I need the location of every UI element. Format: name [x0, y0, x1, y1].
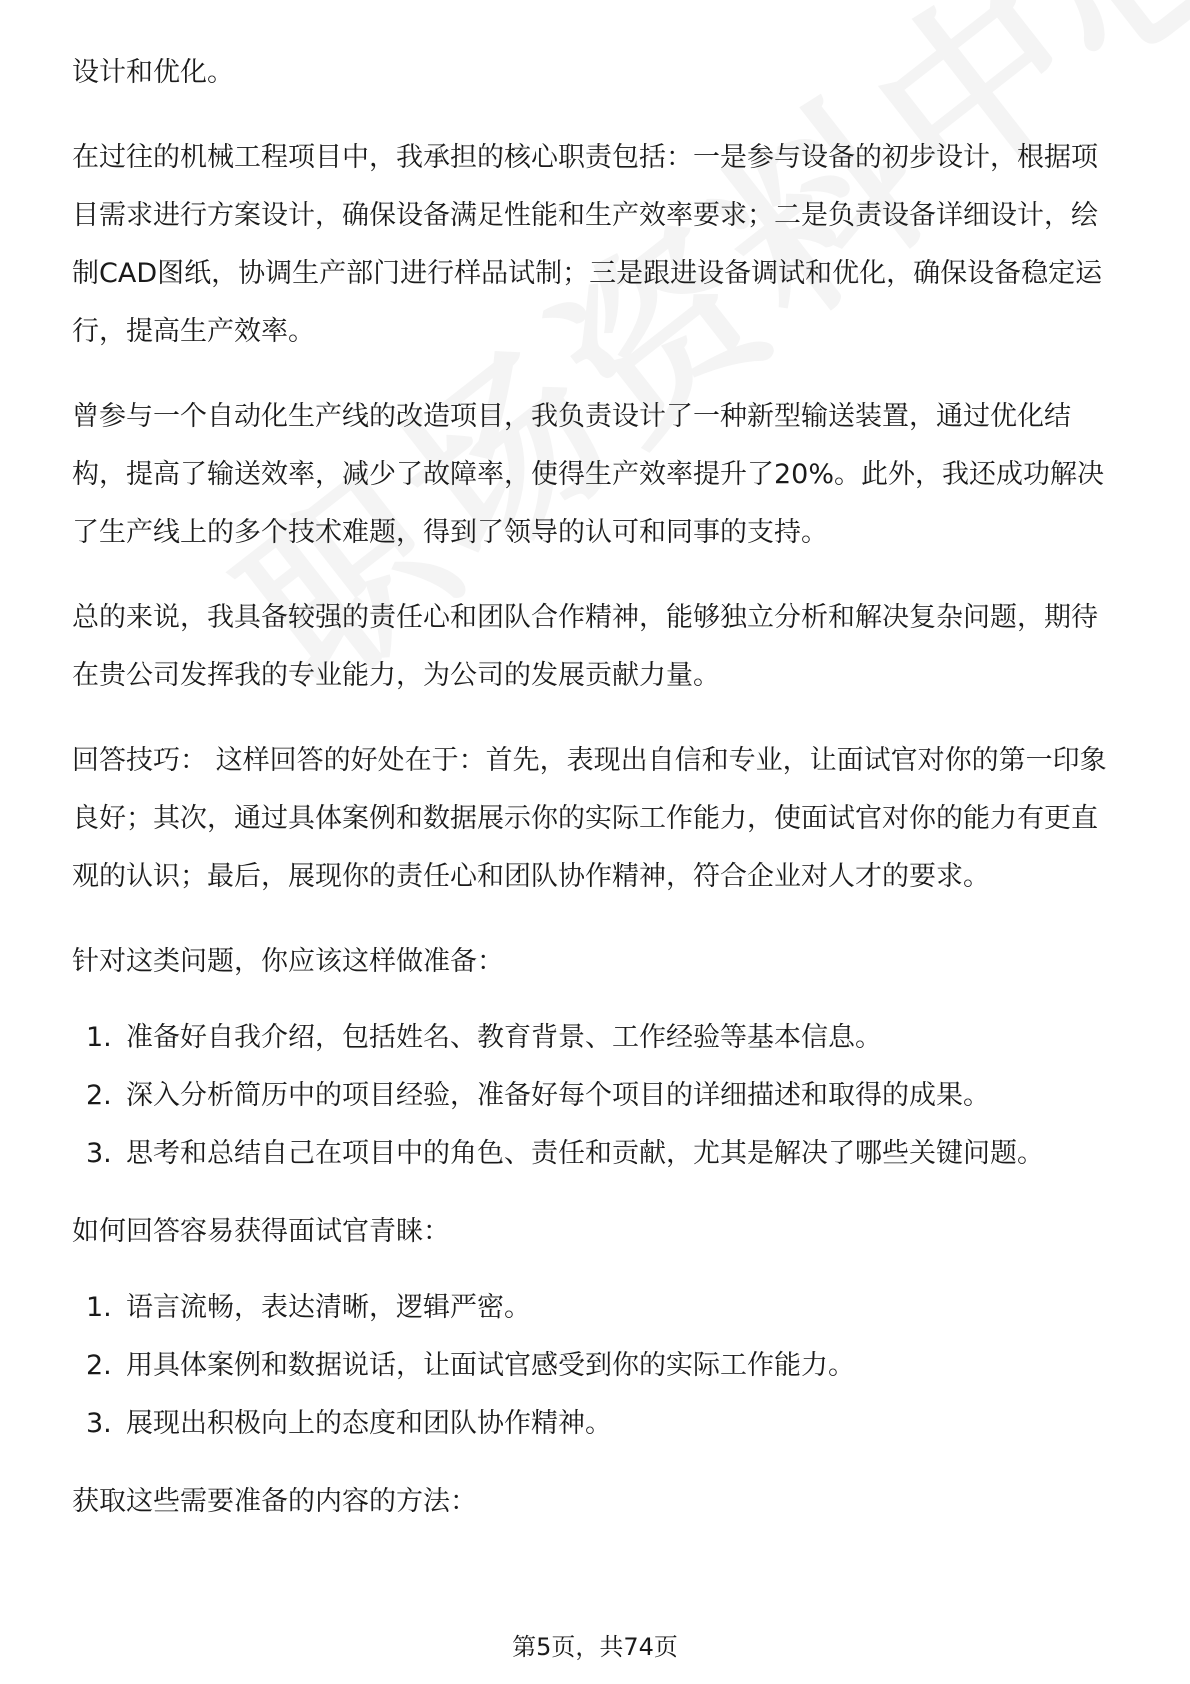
paragraph-answer-tips: 回答技巧： 这样回答的好处在于：首先，表现出自信和专业，让面试官对你的第一印象良好；其次，通过具体案例和数据展示你的实际工作能力，使面试官对你的能力有更直观的认识；最后，展现你的责任心和团队协作精神，符合企业对人才的要求。 — [72, 745, 1107, 892]
list-item — [72, 1337, 1122, 1395]
list-item — [72, 1279, 1122, 1337]
page-footer: 第5页，共74页 — [512, 1633, 678, 1661]
paragraph-project: 曾参与一个自动化生产线的改造项目，我负责设计了一种新型输送装置，通过优化结构，提高了输送效率，减少了故障率，使得生产效率提升了20%。此外，我还成功解决了生产线上的多个技术难题，得到了领导的认可和同事的支持。 — [72, 401, 1105, 548]
document-body — [72, 44, 1122, 1531]
paragraph-continuation: 设计和优化。 — [72, 57, 234, 88]
method-heading: 获取这些需要准备的内容的方法： — [72, 1486, 477, 1517]
list-number: 2. — [86, 1350, 112, 1381]
list-text: 用具体案例和数据说话，让面试官感受到你的实际工作能力。 — [126, 1350, 855, 1381]
list-number: 1. — [86, 1022, 112, 1053]
list-number: 3. — [86, 1408, 112, 1439]
list-item — [72, 1067, 1122, 1125]
list-item — [72, 1009, 1122, 1067]
list-number: 2. — [86, 1080, 112, 1111]
paragraph-responsibilities: 在过往的机械工程项目中，我承担的核心职责包括：一是参与设备的初步设计，根据项目需求进行方案设计，确保设备满足性能和生产效率要求；二是负责设备详细设计，绘制CAD图纸，协调生产部门进行样品试制；三是跟进设备调试和优化，确保设备稳定运行，提高生产效率。 — [72, 142, 1103, 347]
list-number: 1. — [86, 1292, 112, 1323]
list-text: 展现出积极向上的态度和团队协作精神。 — [126, 1408, 612, 1439]
list-item — [72, 1125, 1122, 1183]
list-text: 语言流畅，表达清晰，逻辑严密。 — [126, 1292, 531, 1323]
favor-list — [72, 1279, 1122, 1453]
list-text: 深入分析简历中的项目经验，准备好每个项目的详细描述和取得的成果。 — [126, 1080, 990, 1111]
prep-heading: 针对这类问题，你应该这样做准备： — [72, 946, 504, 977]
list-number: 3. — [86, 1138, 112, 1169]
paragraph-summary: 总的来说，我具备较强的责任心和团队合作精神，能够独立分析和解决复杂问题，期待在贵公司发挥我的专业能力，为公司的发展贡献力量。 — [72, 602, 1098, 691]
list-text: 思考和总结自己在项目中的角色、责任和贡献，尤其是解决了哪些关键问题。 — [126, 1138, 1044, 1169]
list-text: 准备好自我介绍，包括姓名、教育背景、工作经验等基本信息。 — [126, 1022, 882, 1053]
favor-heading: 如何回答容易获得面试官青睐： — [72, 1216, 450, 1247]
list-item — [72, 1395, 1122, 1453]
prep-list — [72, 1009, 1122, 1183]
